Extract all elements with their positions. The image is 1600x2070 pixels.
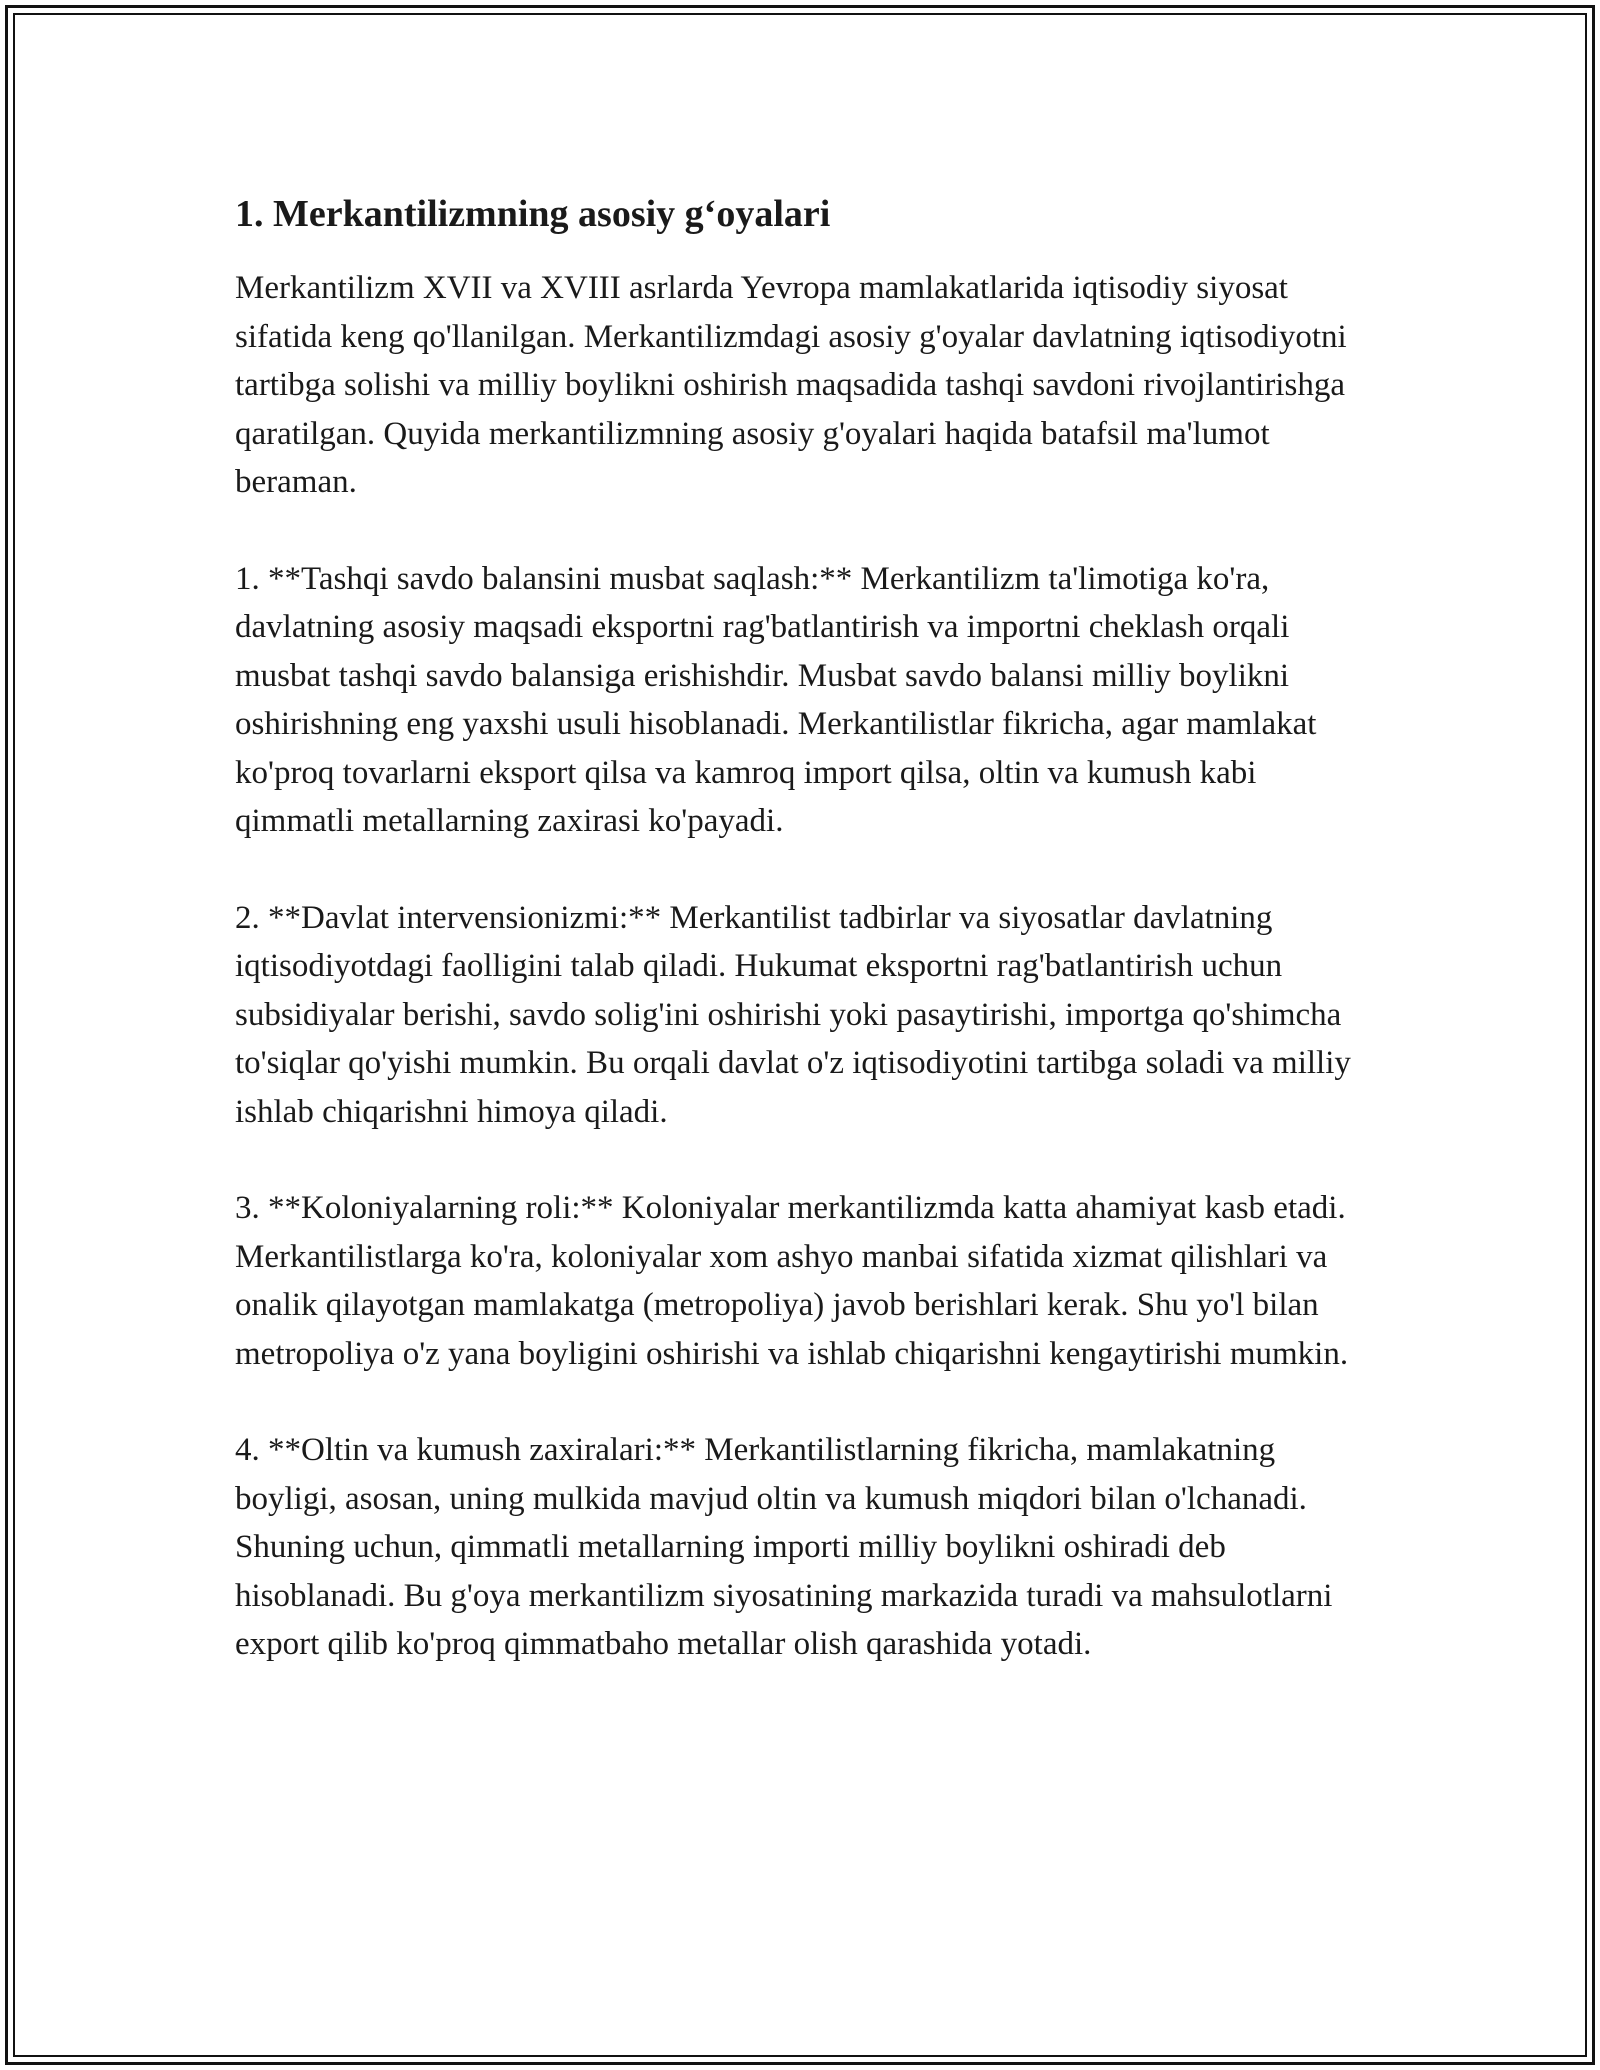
document-title: 1. Merkantilizmning asosiy g‘oyalari (235, 193, 831, 235)
paragraph-trade-balance: 1. **Tashqi savdo balansini musbat saqlash:** Merkantilizm ta'limotiga ko'ra, davlatning asosiy maqsadi eksportni rag'batlantirish va importni cheklash orqali musbat tashqi savdo balansiga erishishdir. Musbat savdo balansi milliy boylikni oshirishning eng yaxshi usuli hisoblanadi. Merkantilistlar fikricha, agar mamlakat ko'proq tovarlarni eksport qilsa va kamroq import qilsa, oltin va kumush kabi qimmatli metallarning zaxirasi ko'payadi. (235, 560, 1317, 839)
paragraph-intro: Merkantilizm XVII va XVIII asrlarda Yevropa mamlakatlarida iqtisodiy siyosat sifatida keng qo'llanilgan. Merkantilizmdagi asosiy g'oyalar davlatning iqtisodiyotni tartibga solishi va milliy boylikni oshirish maqsadida tashqi savdoni rivojlantirishga qaratilgan. Quyida merkantilizmning asosiy g'oyalari haqida batafsil ma'lumot beraman. (235, 270, 1347, 500)
document-body (235, 190, 1375, 1717)
paragraph-state-intervention: 2. **Davlat intervensionizmi:** Merkantilist tadbirlar va siyosatlar davlatning iqtisodiyotdagi faolligini talab qiladi. Hukumat eksportni rag'batlantirish uchun subsidiyalar berishi, savdo solig'ini oshirishi yoki pasaytirishi, importga qo'shimcha to'siqlar qo'yishi mumkin. Bu orqali davlat o'z iqtisodiyotini tartibga soladi va milliy ishlab chiqarishni himoya qiladi. (235, 899, 1351, 1130)
paragraph-gold-silver: 4. **Oltin va kumush zaxiralari:** Merkantilistlarning fikricha, mamlakatning boyligi, asosan, uning mulkida mavjud oltin va kumush miqdori bilan o'lchanadi. Shuning uchun, qimmatli metallarning importi milliy boylikni oshiradi deb hisoblanadi. Bu g'oya merkantilizm siyosatining markazida turadi va mahsulotlarni export qilib ko'proq qimmatbaho metallar olish qarashida yotadi. (235, 1432, 1333, 1662)
paragraph-colonies: 3. **Koloniyalarning roli:** Koloniyalar merkantilizmda katta ahamiyat kasb etadi. Merkantilistlarga ko'ra, koloniyalar xom ashyo manbai sifatida xizmat qilishlari va onalik qilayotgan mamlakatga (metropoliya) javob berishlari kerak. Shu yo'l bilan metropoliya o'z yana boyligini oshirishi va ishlab chiqarishni kengaytirishi mumkin. (235, 1190, 1349, 1372)
